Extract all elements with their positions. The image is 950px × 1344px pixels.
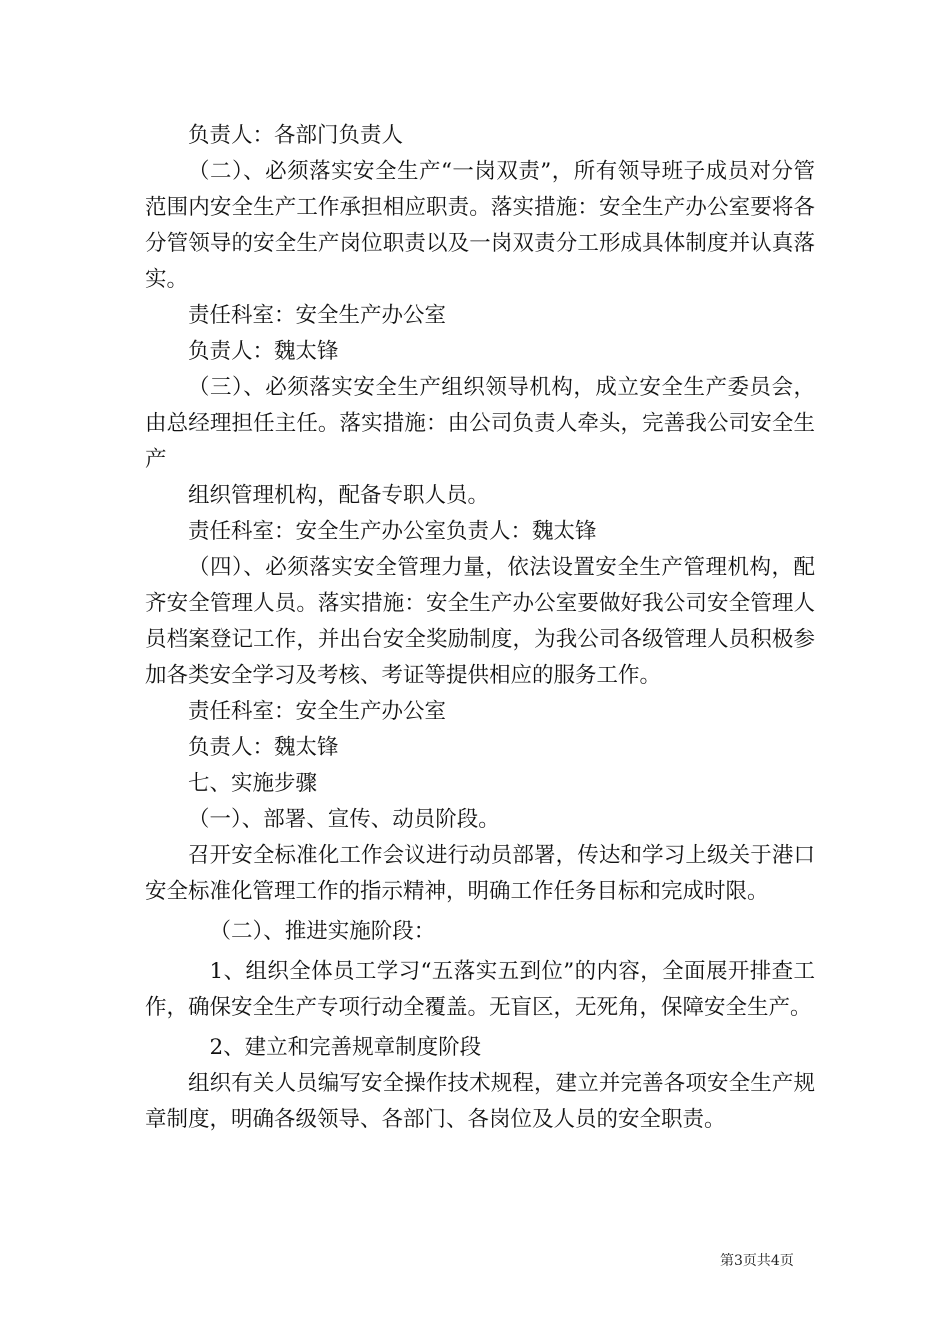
paragraph-department: 责任科室：安全生产办公室 [188, 303, 447, 328]
document-body [145, 118, 815, 1138]
paragraph-step-two-detail: 组织有关人员编写安全操作技术规程，建立并完善各项安全生产规章制度，明确各级领导、各部门、各岗位及人员的安全职责。 [145, 1071, 815, 1132]
paragraph-responsible-person: 负责人：魏太锋 [188, 339, 339, 364]
paragraph-phase-one: （一）、部署、宣传、动员阶段。 [188, 807, 500, 832]
page-number: 第3页共4页 [720, 1253, 794, 1269]
paragraph-department: 责任科室：安全生产办公室 [188, 699, 447, 724]
paragraph-item-three: （三）、必须落实安全生产组织领导机构，成立安全生产委员会，由总经理担任主任。落实措施：由公司负责人牵头，完善我公司安全生产 [145, 375, 815, 472]
paragraph-phase-two: （二）、推进实施阶段： [209, 919, 436, 944]
section-heading-implementation-steps: 七、实施步骤 [188, 771, 318, 796]
paragraph-item-four: （四）、必须落实安全管理力量，依法设置安全生产管理机构，配齐安全管理人员。落实措施：安全生产办公室要做好我公司安全管理人员档案登记工作，并出台安全奖励制度，为我公司各级管理人员积极参加各类安全学习及考核、考证等提供相应的服务工作。 [145, 555, 815, 688]
paragraph-item-two: （二）、必须落实安全生产“一岗双责”，所有领导班子成员对分管范围内安全生产工作承担相应职责。落实措施：安全生产办公室要将各分管领导的安全生产岗位职责以及一岗双责分工形成具体制度并认真落实。 [145, 159, 815, 292]
paragraph-department-and-person: 责任科室：安全生产办公室负责人：魏太锋 [188, 519, 597, 544]
paragraph-responsible-person: 负责人：各部门负责人 [188, 123, 404, 148]
paragraph-step-one: 1、组织全体员工学习“五落实五到位”的内容，全面展开排查工作，确保安全生产专项行动全覆盖。无盲区，无死角，保障安全生产。 [145, 959, 815, 1020]
paragraph-step-two: 2、建立和完善规章制度阶段 [209, 1035, 482, 1060]
paragraph-phase-one-detail: 召开安全标准化工作会议进行动员部署，传达和学习上级关于港口安全标准化管理工作的指示精神，明确工作任务目标和完成时限。 [145, 843, 815, 904]
paragraph-item-three-continued: 组织管理机构，配备专职人员。 [188, 483, 490, 508]
paragraph-responsible-person: 负责人：魏太锋 [188, 735, 339, 760]
